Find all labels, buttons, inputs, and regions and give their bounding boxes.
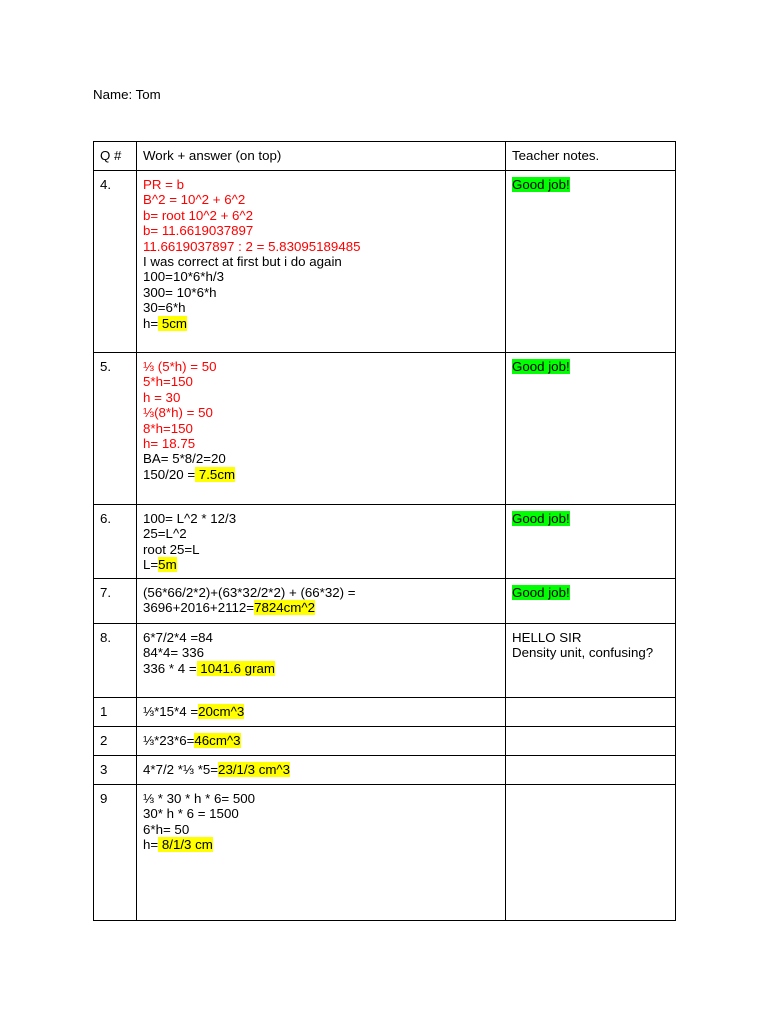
work-text: 3696+2016+2112= (143, 600, 255, 616)
notes-cell (506, 579, 676, 624)
notes-cell (506, 624, 676, 698)
work-text: h = 30 (143, 389, 181, 405)
good-job-highlight: Good job! (512, 359, 570, 374)
work-line (143, 405, 499, 420)
work-text: b= root 10^2 + 6^2 (143, 207, 254, 223)
note-text: Density unit, confusing? (512, 645, 654, 661)
work-line (143, 239, 499, 254)
work-text: L= (143, 557, 159, 573)
notes-cell (506, 171, 676, 353)
work-cell (137, 785, 506, 921)
notes-cell (506, 698, 676, 727)
teacher-note (512, 585, 669, 600)
question-number: 9 (94, 785, 137, 921)
work-text: 100=10*6*h/3 (143, 269, 224, 285)
work-text: ⅓ (5*h) = 50 (143, 359, 217, 374)
table-row (94, 785, 676, 921)
notes-cell (506, 505, 676, 579)
work-text: 5*h=150 (143, 374, 193, 390)
work-text: 6*7/2*4 =84 (143, 630, 213, 645)
answer-highlight: 5m (158, 557, 177, 573)
notes-cell (506, 785, 676, 921)
work-line (143, 285, 499, 300)
work-line (143, 254, 499, 269)
answer-highlight: 7.5cm (195, 466, 236, 482)
work-text: 30=6*h (143, 300, 186, 316)
good-job-highlight: Good job! (512, 585, 570, 600)
work-text: ⅓*15*4 = (143, 704, 199, 719)
notes-cell (506, 353, 676, 505)
work-text: b= 11.6619037897 (143, 223, 254, 239)
work-line (143, 192, 499, 207)
header-work: Work + answer (on top) (137, 142, 506, 171)
question-number: 7. (94, 579, 137, 624)
work-cell (137, 353, 506, 505)
table-row (94, 756, 676, 785)
question-number: 2 (94, 727, 137, 756)
work-text: BA= 5*8/2=20 (143, 451, 226, 467)
work-text: root 25=L (143, 541, 200, 557)
table-row (94, 579, 676, 624)
work-line (143, 762, 499, 777)
work-line (143, 436, 499, 451)
work-line (143, 359, 499, 374)
work-line (143, 791, 499, 806)
answer-highlight: 1041.6 gram (196, 660, 275, 676)
student-name: Name: Tom (93, 87, 161, 102)
teacher-note (512, 645, 669, 660)
work-text: B^2 = 10^2 + 6^2 (143, 192, 246, 208)
work-line (143, 557, 499, 572)
work-line (143, 208, 499, 223)
work-text: 336 * 4 = (143, 660, 197, 676)
table-row (94, 171, 676, 353)
teacher-note (512, 359, 669, 374)
question-number: 5. (94, 353, 137, 505)
notes-cell (506, 727, 676, 756)
table-row (94, 505, 676, 579)
work-line (143, 300, 499, 315)
work-line (143, 822, 499, 837)
work-line (143, 374, 499, 389)
question-number: 4. (94, 171, 137, 353)
worksheet-table (93, 141, 676, 921)
work-text: 25=L^2 (143, 526, 187, 542)
work-line (143, 269, 499, 284)
work-line (143, 645, 499, 660)
table-row (94, 353, 676, 505)
work-cell (137, 624, 506, 698)
header-question: Q # (94, 142, 137, 171)
work-line (143, 223, 499, 238)
work-line (143, 451, 499, 466)
answer-highlight: 5cm (158, 315, 187, 331)
teacher-note (512, 177, 669, 192)
work-text: 300= 10*6*h (143, 284, 217, 300)
work-cell (137, 698, 506, 727)
work-cell (137, 171, 506, 353)
work-text: 4*7/2 *⅓ *5= (143, 762, 219, 777)
table-row (94, 727, 676, 756)
question-number: 8. (94, 624, 137, 698)
work-line (143, 600, 499, 615)
work-line (143, 390, 499, 405)
work-line (143, 467, 499, 482)
answer-highlight: 23/1/3 cm^3 (218, 762, 291, 777)
work-line (143, 837, 499, 852)
question-number: 3 (94, 756, 137, 785)
work-line (143, 585, 499, 600)
good-job-highlight: Good job! (512, 511, 570, 526)
work-cell (137, 727, 506, 756)
table-header-row (94, 142, 676, 171)
work-text: ⅓ * 30 * h * 6= 500 (143, 791, 256, 806)
teacher-note (512, 511, 669, 526)
teacher-note (512, 630, 669, 645)
work-line (143, 542, 499, 557)
work-line (143, 630, 499, 645)
answer-highlight: 8/1/3 cm (158, 837, 213, 853)
table-row (94, 698, 676, 727)
work-text: ⅓(8*h) = 50 (143, 405, 213, 421)
work-line (143, 316, 499, 331)
work-text: 11.6619037897 : 2 = 5.83095189485 (143, 238, 361, 254)
work-text: PR = b (143, 177, 185, 192)
question-number: 1 (94, 698, 137, 727)
notes-cell (506, 756, 676, 785)
work-cell (137, 756, 506, 785)
work-text: 100= L^2 * 12/3 (143, 511, 237, 526)
work-text: 84*4= 336 (143, 645, 205, 661)
work-text: h= (143, 315, 159, 331)
work-line (143, 511, 499, 526)
work-line (143, 526, 499, 541)
work-text: h= (143, 837, 159, 853)
work-line (143, 177, 499, 192)
work-line (143, 704, 499, 719)
work-text: h= 18.75 (143, 436, 196, 452)
work-line (143, 661, 499, 676)
work-text: (56*66/2*2)+(63*32/2*2) + (66*32) = (143, 585, 356, 600)
work-line (143, 733, 499, 748)
table-row (94, 624, 676, 698)
work-cell (137, 505, 506, 579)
work-text: 150/20 = (143, 466, 196, 482)
good-job-highlight: Good job! (512, 177, 570, 192)
work-line (143, 806, 499, 821)
work-text: 30* h * 6 = 1500 (143, 806, 239, 822)
work-text: I was correct at first but i do again (143, 254, 342, 270)
work-text: ⅓*23*6= (143, 733, 195, 748)
answer-highlight: 7824cm^2 (254, 600, 316, 616)
answer-highlight: 20cm^3 (198, 704, 245, 719)
work-text: 6*h= 50 (143, 821, 190, 837)
answer-highlight: 46cm^3 (194, 733, 241, 748)
work-line (143, 421, 499, 436)
note-text: HELLO SIR (512, 630, 582, 645)
work-cell (137, 579, 506, 624)
question-number: 6. (94, 505, 137, 579)
header-notes: Teacher notes. (506, 142, 676, 171)
work-text: 8*h=150 (143, 420, 193, 436)
